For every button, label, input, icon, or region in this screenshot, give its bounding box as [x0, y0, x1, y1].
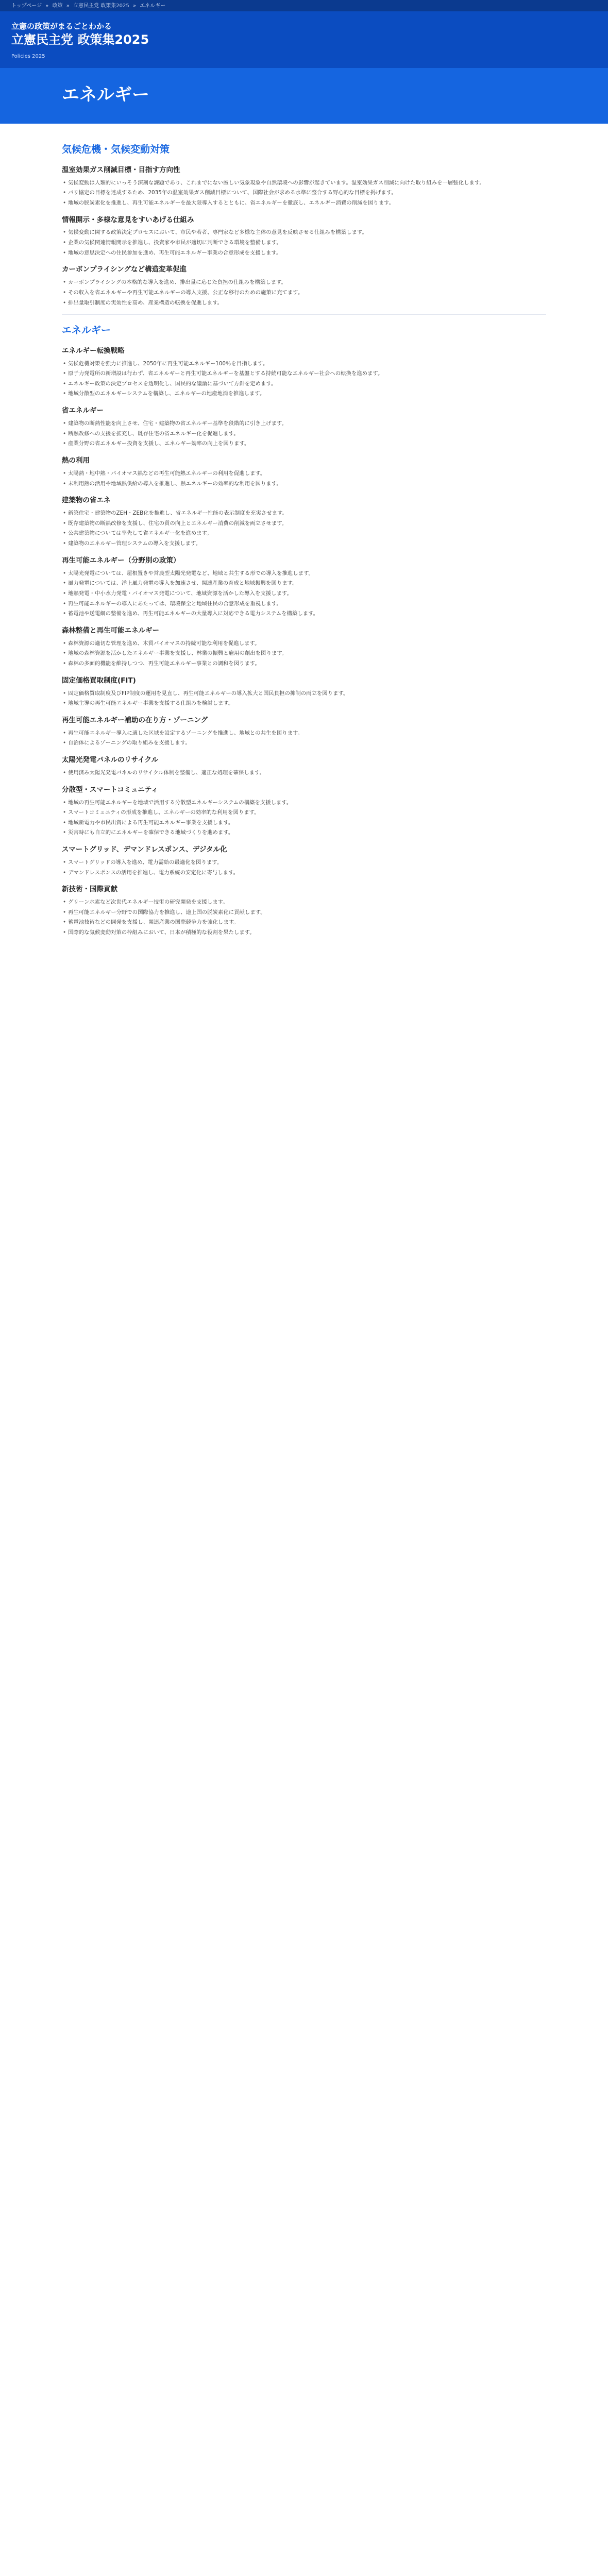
brand-tagline: 立憲の政策がまるごとわかる: [11, 22, 112, 31]
policy-list: [62, 419, 546, 448]
subsection-heading: 再生可能エネルギー補助の在り方・ゾーニング: [62, 716, 208, 724]
policy-item: • 蓄電池や送電網の整備を進め、再生可能エネルギーの大量導入に対応できる電力システムを構築します。: [62, 609, 546, 618]
policy-item: • デマンドレスポンスの活用を推進し、電力系統の安定化に寄与します。: [62, 869, 546, 877]
policy-item: • 既存建築物の断熱改修を支援し、住宅の質の向上とエネルギー消費の削減を両立させます。: [62, 519, 546, 528]
subsection-heading: 太陽光発電パネルのリサイクル: [62, 756, 159, 765]
policy-item: • カーボンプライシングの本格的な導入を進め、排出量に応じた負担の仕組みを構築します。: [62, 278, 546, 287]
policy-item: • 未利用熱の活用や地域熱供給の導入を推進し、熱エネルギーの効率的な利用を図ります。: [62, 480, 546, 488]
policy-list: [62, 509, 546, 548]
policy-item: • 建築物の断熱性能を向上させ、住宅・建築物の省エネルギー基準を段階的に引き上げます。: [62, 419, 546, 428]
subsection-heading: 建築物の省エネ: [62, 496, 111, 505]
subsection-heading: 省エネルギー: [62, 406, 104, 415]
subsection-heading: 固定価格買取制度(FIT): [62, 676, 136, 685]
brand-date: Policies 2025: [11, 54, 45, 60]
policy-item: • エネルギー政策の決定プロセスを透明化し、国民的な議論に基づいて方針を定めます。: [62, 380, 546, 388]
policy-list: [62, 799, 546, 838]
policy-list: [62, 689, 546, 708]
policy-item: • 地域の再生可能エネルギーを地域で活用する分散型エネルギーシステムの構築を支援します。: [62, 799, 546, 807]
policy-item: • 災害時にも自立的にエネルギーを確保できる地域づくりを進めます。: [62, 828, 546, 837]
policy-list: [62, 729, 546, 748]
policy-item: • 地域の森林資源を活かしたエネルギー事業を支援し、林業の振興と雇用の創出を図ります。: [62, 649, 546, 658]
policy-item: • 産業分野の省エネルギー投資を支援し、エネルギー効率の向上を図ります。: [62, 439, 546, 448]
policy-item: • 太陽熱・地中熱・バイオマス熱などの再生可能熱エネルギーの利用を促進します。: [62, 469, 546, 478]
policy-item: • 地域の脱炭素化を推進し、再生可能エネルギーを最大限導入するとともに、省エネルギーを徹底し、エネルギー消費の削減を図ります。: [62, 199, 546, 208]
policy-item: • 再生可能エネルギー導入に適した区域を設定するゾーニングを推進し、地域との共生を図ります。: [62, 729, 546, 738]
policy-item: • 国際的な気候変動対策の枠組みにおいて、日本が積極的な役割を果たします。: [62, 928, 546, 937]
policy-list: [62, 360, 546, 399]
breadcrumb-link[interactable]: 立憲民主党 政策集2025: [73, 3, 129, 9]
policy-item: • 原子力発電所の新増設は行わず、省エネルギーと再生可能エネルギーを基盤とする持続可能なエネルギー社会への転換を進めます。: [62, 369, 546, 378]
policy-item: • その収入を省エネルギーや再生可能エネルギーの導入支援、公正な移行のための施策に充てます。: [62, 289, 546, 297]
subsection-heading: 分散型・スマートコミュニティ: [62, 785, 158, 794]
section-divider: [62, 314, 546, 315]
policy-item: • 地域の意思決定への住民参加を進め、再生可能エネルギー事業の合意形成を支援します。: [62, 249, 546, 258]
subsection-heading: 森林整備と再生可能エネルギー: [62, 626, 159, 635]
breadcrumb-link[interactable]: トップページ: [11, 3, 42, 9]
policy-list: [62, 469, 546, 488]
policy-item: • 建築物のエネルギー管理システムの導入を支援します。: [62, 539, 546, 548]
policy-item: • 森林資源の適切な管理を進め、木質バイオマスの持続可能な利用を促進します。: [62, 639, 546, 648]
policy-list: [62, 898, 546, 937]
main-content: [62, 124, 546, 955]
subsection-heading: カーボンプライシングなど構造変革促進: [62, 265, 187, 274]
site-header: [0, 11, 608, 68]
policy-item: • 使用済み太陽光発電パネルのリサイクル体制を整備し、適正な処理を確保します。: [62, 769, 546, 777]
policy-item: • スマートグリッドの導入を進め、電力需給の最適化を図ります。: [62, 858, 546, 867]
policy-list: [62, 858, 546, 877]
subsection-heading: 再生可能エネルギー（分野別の政策）: [62, 556, 180, 565]
subsection-heading: スマートグリッド、デマンドレスポンス、デジタル化: [62, 845, 227, 854]
subsection-heading: 温室効果ガス削減目標・目指す方向性: [62, 165, 180, 174]
policy-list: [62, 569, 546, 618]
policy-item: • グリーン水素など次世代エネルギー技術の研究開発を支援します。: [62, 898, 546, 907]
policy-item: • 気候変動は人類的にいっそう深刻な課題であり、これまでにない厳しい気象現象や自然環境への影響が起きています。温室効果ガス削減に向けた取り組みを一層強化します。: [62, 179, 546, 188]
page-hero: [0, 68, 608, 124]
policy-item: • 企業の気候関連情報開示を推進し、投資家や市民が適切に判断できる環境を整備します。: [62, 239, 546, 247]
policy-item: • スマートコミュニティの形成を推進し、エネルギーの効率的な利用を図ります。: [62, 808, 546, 817]
breadcrumb-link[interactable]: 政策: [52, 3, 63, 9]
subsection-heading: 熱の利用: [62, 456, 90, 465]
policy-list: [62, 179, 546, 208]
policy-item: • 固定価格買取制度及びFIP制度の運用を見直し、再生可能エネルギーの導入拡大と国民負担の抑制の両立を図ります。: [62, 689, 546, 698]
section-heading: 気候危機・気候変動対策: [62, 144, 170, 156]
brand-title[interactable]: 立憲民主党 政策集2025: [11, 32, 149, 47]
subsection-heading: 情報開示・多様な意見をすいあげる仕組み: [62, 215, 194, 224]
policy-item: • 再生可能エネルギーの導入にあたっては、環境保全と地域住民の合意形成を重視します。: [62, 600, 546, 608]
policy-item: • 気候変動に関する政策決定プロセスにおいて、市民や若者、専門家など多様な主体の意見を反映させる仕組みを構築します。: [62, 228, 546, 237]
policy-list: [62, 228, 546, 257]
policy-list: [62, 769, 546, 777]
policy-list: [62, 639, 546, 668]
subsection-heading: 新技術・国際貢献: [62, 885, 117, 894]
policy-item: • 気候危機対策を強力に推進し、2050年に再生可能エネルギー100％を目指します。: [62, 360, 546, 368]
section-heading: エネルギー: [62, 325, 111, 336]
policy-item: • 太陽光発電については、屋根置きや営農型太陽光発電など、地域と共生する形での導入を推進します。: [62, 569, 546, 578]
policy-item: • 自治体によるゾーニングの取り組みを支援します。: [62, 739, 546, 748]
policy-item: • 地域新電力や市民出資による再生可能エネルギー事業を支援します。: [62, 819, 546, 827]
policy-item: • 森林の多面的機能を維持しつつ、再生可能エネルギー事業との調和を図ります。: [62, 659, 546, 668]
policy-item: • パリ協定の目標を達成するため、2035年の温室効果ガス削減目標について、国際社会が求める水準に整合する野心的な目標を掲げます。: [62, 189, 546, 197]
policy-list: [62, 278, 546, 307]
policy-item: • 風力発電については、洋上風力発電の導入を加速させ、関連産業の育成と地域振興を図ります。: [62, 579, 546, 588]
policy-item: • 排出量取引制度の実効性を高め、産業構造の転換を促進します。: [62, 299, 546, 308]
policy-item: • 断熱改修への支援を拡充し、既存住宅の省エネルギー化を促進します。: [62, 430, 546, 438]
policy-item: • 地熱発電・中小水力発電・バイオマス発電について、地域資源を活かした導入を支援します。: [62, 589, 546, 598]
policy-item: • 公共建築物については率先して省エネルギー化を進めます。: [62, 529, 546, 538]
breadcrumb: トップページ » 政策 » 立憲民主党 政策集2025 » エネルギー: [0, 0, 608, 11]
page-title: エネルギー: [62, 84, 149, 105]
subsection-heading: エネルギー転換戦略: [62, 346, 125, 355]
policy-item: • 再生可能エネルギー分野での国際協力を推進し、途上国の脱炭素化に貢献します。: [62, 908, 546, 917]
breadcrumb-current: エネルギー: [140, 3, 166, 9]
policy-item: • 地域主導の再生可能エネルギー事業を支援する仕組みを検討します。: [62, 699, 546, 708]
policy-item: • 蓄電池技術などの開発を支援し、関連産業の国際競争力を強化します。: [62, 918, 546, 927]
policy-item: • 地域分散型のエネルギーシステムを構築し、エネルギーの地産地消を推進します。: [62, 389, 546, 398]
policy-item: • 新築住宅・建築物のZEH・ZEB化を推進し、省エネルギー性能の表示制度を充実させます。: [62, 509, 546, 518]
